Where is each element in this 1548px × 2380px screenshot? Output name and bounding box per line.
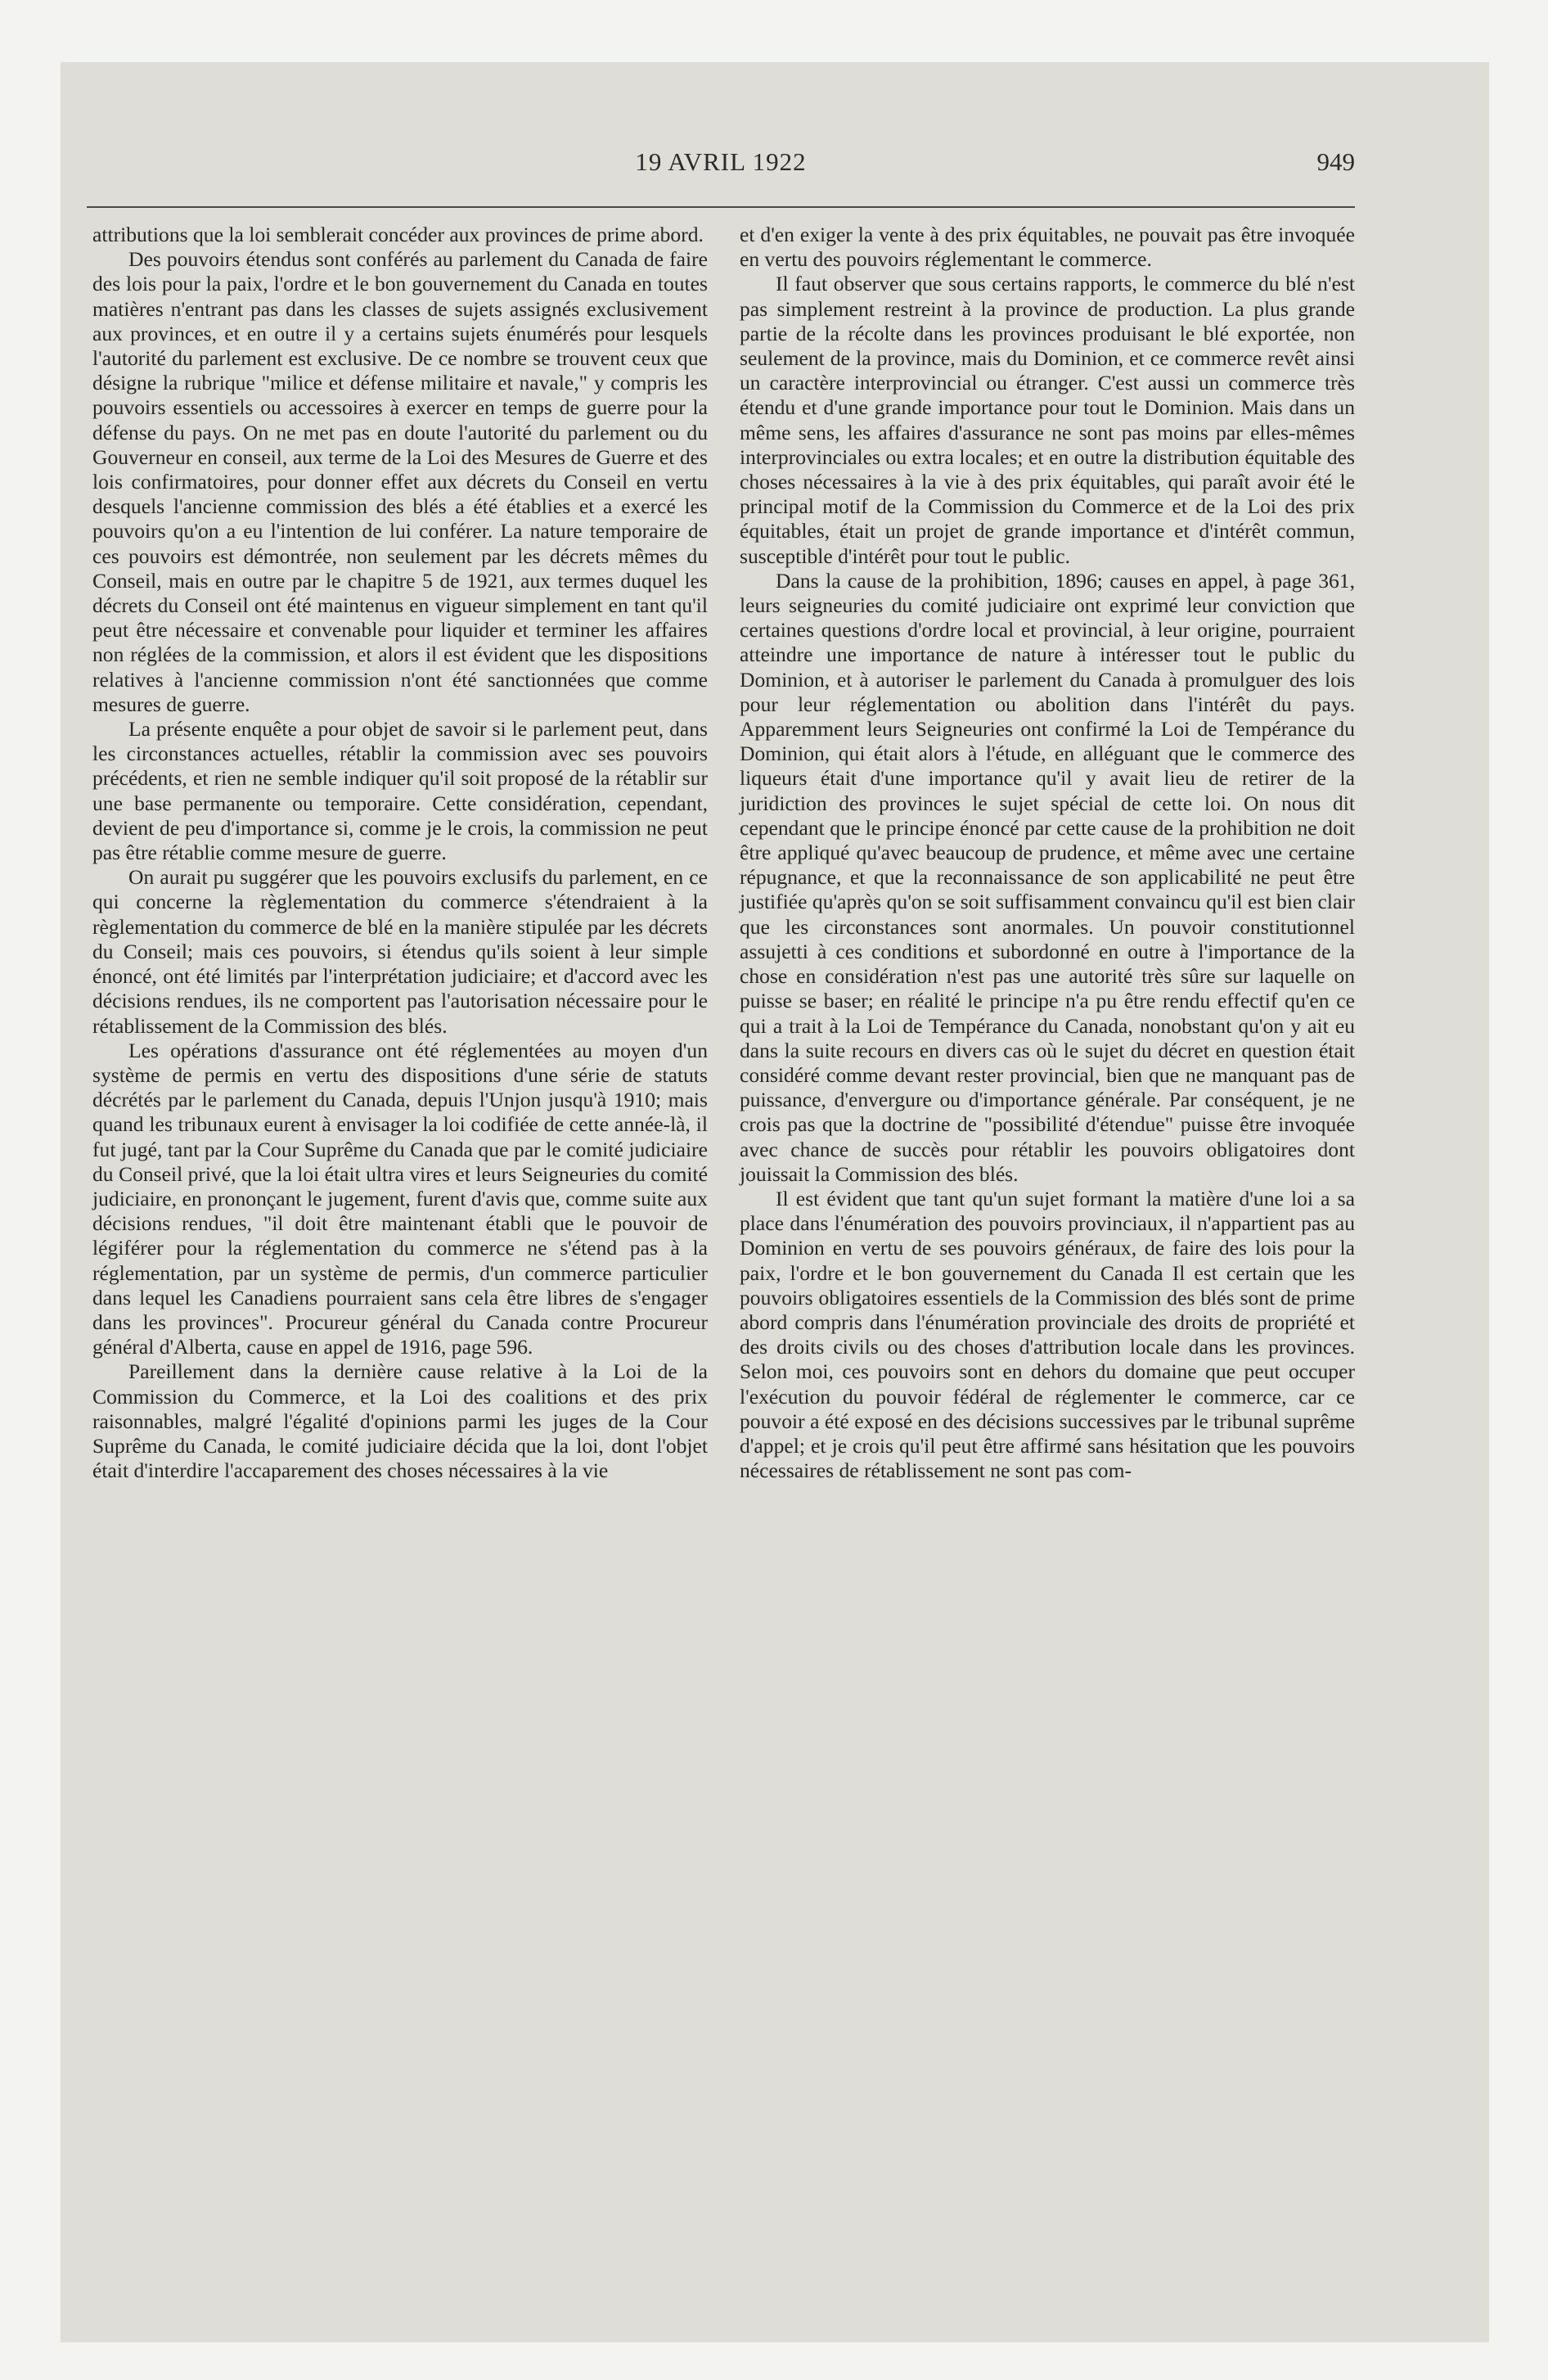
- paragraph: Il faut observer que sous certains rapports, le commerce du blé n'est pas simplement restreint à la province de production. La plus grande partie de la récolte dans les provinces produisant le blé exportée, non seulement de la province, mais du Dominion, et ce commerce revêt ainsi un caractère interprovincial ou étranger. C'est aussi un commerce très étendu et d'une grande importance pour tout le Dominion. Mais dans un même sens, les affaires d'assurance ne sont pas moins par elles-mêmes interprovinciales ou extra locales; et en outre la distribution équitable des choses nécessaires à la vie à des prix équitables, qui paraît avoir été le principal motif de la Commission du Commerce et de la Loi des prix équitables, était un projet de grande importance et d'intérêt commun, susceptible d'intérêt pour tout le public.: [740, 272, 1355, 568]
- paragraph: Les opérations d'assurance ont été réglementées au moyen d'un système de permis en vertu des dispositions d'une série de statuts décrétés par le parlement du Canada, depuis l'Unjon jusqu'à 1910; mais quand les tribunaux eurent à envisager la loi codifiée de cette année-là, il fut jugé, tant par la Cour Suprême du Canada que par le comité judiciaire du Conseil privé, que la loi était ultra vires et leurs Seigneuries du comité judiciaire, en prononçant le jugement, furent d'avis que, comme suite aux décisions rendues, "il doit être maintenant établi que le pouvoir de légiférer pour la réglementation du commerce ne s'étend pas à la réglementation, par un système de permis, d'un commerce particulier dans lequel les Canadiens pourraient sans cela être libres de s'engager dans les provinces". Procureur général du Canada contre Procureur général d'Alberta, cause en appel de 1916, page 596.: [92, 1038, 708, 1359]
- paragraph: Dans la cause de la prohibition, 1896; causes en appel, à page 361, leurs seigneuries du comité judiciaire ont exprimé leur conviction que certaines questions d'ordre local et provincial, à leur origine, pourraient atteindre une importance de nature à intéresser tout le public du Dominion, et à autoriser le parlement du Canada à promulguer des lois pour leur réglementation ou abolition dans l'intérêt du pays. Apparemment leurs Seigneuries ont confirmé la Loi de Tempérance du Dominion, qui était alors à l'étude, en alléguant que le commerce des liqueurs était d'une importance qu'il y avait lieu de retirer de la juridiction des provinces le sujet spécial de cette loi. On nous dit cependant que le principe énoncé par cette cause de la prohibition ne doit être appliqué qu'avec beaucoup de prudence, et même avec une certaine répugnance, et que la reconnaissance de son applicabilité ne peut être justifiée qu'après qu'on se soit suffisamment convaincu qu'il est bien clair que les circonstances sont anormales. Un pouvoir constitutionnel assujetti à ces conditions et subordonné en outre à l'importance de la chose en considération n'est pas une autorité très sûre sur laquelle on puisse se baser; en réalité le principe n'a pu être rendu effectif qu'en ce qui a trait à la Loi de Tempérance du Canada, nonobstant qu'on y ait eu dans la suite recours en divers cas où le sujet du décret en question était considéré comme devant rester provincial, bien que ne manquant pas de puissance, d'envergure ou d'importance générale. Par conséquent, je ne crois pas que la doctrine de "possibilité d'étendue" puisse être invoquée avec chance de succès pour rétablir les pouvoirs obligatoires dont jouissait la Commission des blés.: [740, 568, 1355, 1186]
- paragraph: Pareillement dans la dernière cause relative à la Loi de la Commission du Commerce, et la Loi des coalitions et des prix raisonnables, malgré l'égalité d'opinions parmi les juges de la Cour Suprême du Canada, le comité judiciaire décida que la loi, dont l'objet était d'interdire l'accaparement des choses nécessaires à la vie: [92, 1359, 708, 1483]
- paragraph: Des pouvoirs étendus sont conférés au parlement du Canada de faire des lois pour la paix, l'ordre et le bon gouvernement du Canada en toutes matières n'entrant pas dans les classes de sujets assignés exclusivement aux provinces, et en outre il y a certains sujets énumérés pour lesquels l'autorité du parlement est exclusive. De ce nombre se trouvent ceux que désigne la rubrique "milice et défense militaire et navale," y compris les pouvoirs essentiels ou accessoires à exercer en temps de guerre pour la défense du pays. On ne met pas en doute l'autorité du parlement ou du Gouverneur en conseil, aux terme de la Loi des Mesures de Guerre et des lois confirmatoires, pour donner effet aux décrets du Conseil en vertu desquels l'ancienne commission des blés a été établies et a exercé les pouvoirs qu'on a eu l'intention de lui conférer. La nature temporaire de ces pouvoirs est démontrée, non seulement par les décrets mêmes du Conseil, mais en outre par le chapitre 5 de 1921, aux termes duquel les décrets du Conseil ont été maintenus en vigueur simplement en tant qu'il peut être nécessaire et convenable pour liquider et terminer les affaires non réglées de la commission, et alors il est évident que les dispositions relatives à l'ancienne commission n'ont été sanctionnées que comme mesures de guerre.: [92, 247, 708, 716]
- paragraph: Il est évident que tant qu'un sujet formant la matière d'une loi a sa place dans l'énumération des pouvoirs provinciaux, il n'appartient pas au Dominion en vertu de ses pouvoirs généraux, de faire des lois pour la paix, l'ordre et le bon gouvernement du Canada Il est certain que les pouvoirs obligatoires essentiels de la Commission des blés sont de prime abord compris dans l'énumération provinciale des droits de propriété et des droits civils ou des choses d'attribution locale dans les provinces. Selon moi, ces pouvoirs sont en dehors du domaine que peut occuper l'exécution du pouvoir fédéral de réglementer le commerce, car ce pouvoir a été exposé en des décisions successives par le tribunal suprême d'appel; et je crois qu'il peut être affirmé sans hésitation que les pouvoirs nécessaires de rétablissement ne sont pas com-: [740, 1186, 1355, 1483]
- header-date: 19 AVRIL 1922: [635, 147, 807, 176]
- paragraph: On aurait pu suggérer que les pouvoirs exclusifs du parlement, en ce qui concerne la règlementation du commerce s'étendraient à la règlementation du commerce de blé en la manière stipulée par les décrets du Conseil; mais ces pouvoirs, si étendus qu'ils soient à leur simple énoncé, ont été limités par l'interprétation judiciaire; et d'accord avec les décisions rendues, ils ne comportent pas l'autorisation nécessaire pour le rétablissement de la Commission des blés.: [92, 865, 708, 1038]
- paragraph: La présente enquête a pour objet de savoir si le parlement peut, dans les circonstances actuelles, rétablir la commission avec ses pouvoirs précédents, et rien ne semble indiquer qu'il soit proposé de la rétablir sur une base permanente ou temporaire. Cette considération, cependant, devient de peu d'importance si, comme je le crois, la commission ne peut pas être rétablie comme mesure de guerre.: [92, 717, 708, 865]
- page-number: 949: [1316, 147, 1355, 176]
- page-header: [87, 147, 1355, 206]
- header-rule: [87, 206, 1355, 208]
- left-column: [92, 223, 708, 1483]
- paragraph: et d'en exiger la vente à des prix équitables, ne pouvait pas être invoquée en vertu des pouvoirs réglementant le commerce.: [740, 223, 1355, 272]
- paragraph: attributions que la loi semblerait concéder aux provinces de prime abord.: [92, 223, 704, 246]
- right-column: [740, 223, 1355, 1483]
